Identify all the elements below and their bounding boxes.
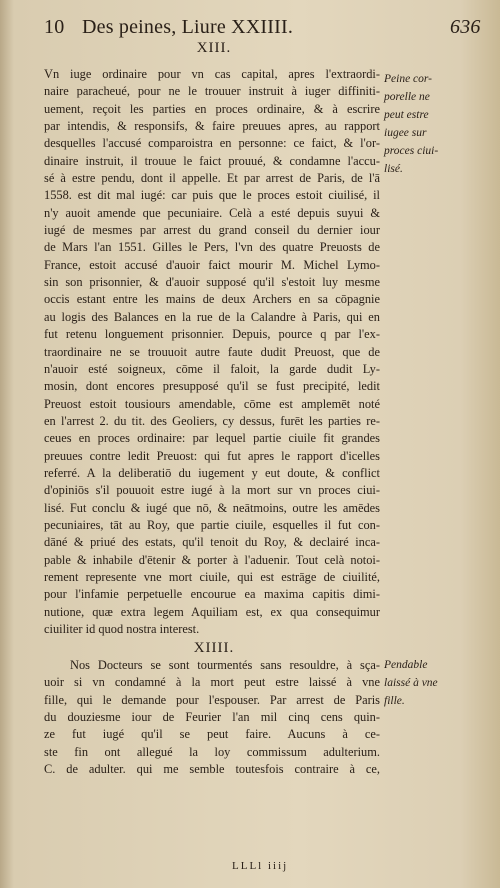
margin-note-line: porelle ne — [384, 91, 430, 103]
margin-note-pendable — [384, 656, 494, 710]
text-line: Nos Docteurs se sont tourmentés sans resouldre, à sça- — [70, 658, 380, 672]
folio-number: 636 — [450, 16, 481, 38]
margin-note-line: Pendable — [384, 659, 428, 671]
text-line: 1558. est dit mal iugé: car puis que le proces estoit ciuilisé, il — [44, 188, 380, 203]
text-line: en l'arrest 2. du tit. des Geoliers, cy dessus, furēt les parties re- — [44, 413, 380, 428]
text-line: dāné & priué des estats, qu'il tenoit du Roy, & declairé inca- — [44, 535, 380, 550]
text-line: preuues contre ledit Preuost: qui fut apres le rapport d'icelles — [44, 448, 380, 463]
text-line: sé à estre pendu, dont il appelle. Et par arrest de Paris, de l'ā — [44, 171, 380, 186]
text-line: ciuiliter id quod nostra interest. — [44, 622, 200, 636]
text-line: lisé. Fut conclu & iugé que nō, & neātmoins, outre les amēdes — [44, 500, 380, 515]
text-line: ceues en proces ordinaire: par lequel partie ciuile fit grandes — [44, 431, 380, 446]
text-line: sin son prisonnier, & d'auoir supposé qu'il s'estoit luy mesme — [44, 275, 380, 290]
text-line: Preuost estoit tousiours amendable, cōme est amplemēt noté — [44, 396, 380, 411]
section-heading-xiii: XIII. — [196, 40, 232, 56]
page-number: 10 — [44, 16, 65, 38]
text-line: n'auoir esté soigneux, cōme il faloit, la garde dudit Ly- — [44, 361, 380, 376]
text-line: nutione, quæ extra legem Aquiliam est, ex qua consequimur — [44, 604, 380, 619]
running-title: Des peines, Liure XXIIII. — [82, 16, 294, 38]
margin-note-line: laissé à vne — [384, 677, 438, 689]
text-line: iugé de mesmes par arrest du grand conseil du dernier iour — [44, 223, 380, 238]
section-xiii-text — [44, 66, 380, 638]
margin-note-line: lisé. — [384, 163, 403, 175]
margin-note-line: peut estre — [384, 109, 429, 121]
margin-note-line: proces ciui- — [384, 145, 439, 157]
text-line: n'y auoit amende que pecuniaire. Celà a esté depuis suyui & — [44, 205, 380, 220]
text-line: pable & inhabile d'ētenir & porter à l'aduenir. Tout celà notoi- — [44, 552, 380, 567]
section-xiiii-text — [44, 657, 380, 778]
text-line: rement represente vne mort ciuile, qui est estrāge de ciuilité, — [44, 569, 380, 584]
text-line: referré. A la deliberatiō du iugement y eut doute, & conflict — [44, 465, 380, 480]
text-line: par intendis, & responsifs, & faire preuues apres, au rapport — [44, 119, 380, 134]
text-line: traordinaire ne se trouuoit autre faute dudit Preuost, que de — [44, 344, 380, 359]
section-heading-xiiii: XIIII. — [193, 640, 235, 656]
signature-mark: LLLl iiij — [232, 860, 289, 872]
text-line: uoir si vn condamné à la mort peut estre laissé à vne — [44, 675, 380, 690]
text-line: pour l'infamie perpetuelle encourue ea maxima capitis dimi- — [44, 587, 380, 602]
margin-note-line: fille. — [384, 695, 405, 707]
margin-note-peine-corporelle — [384, 70, 494, 178]
text-line: desquelles l'accusé comparoistra en personne: ce faict, & l'or- — [44, 136, 380, 151]
margin-note-line: iugee sur — [384, 127, 427, 139]
text-line: fille, qui le demande pour l'espouser. Par arrest de Paris — [44, 692, 380, 707]
text-line: naire paracheué, pour ne le trouuer instruit à iuger diffiniti- — [44, 84, 380, 99]
text-line: du douziesme iour de Feurier l'an mil cinq cens quin- — [44, 710, 380, 725]
text-line: pecuniaires, tāt au Roy, que partie ciuile, esquelles il fut con- — [44, 517, 380, 532]
text-line: ze fut iugé qu'il se peut faire. Aucuns à ce- — [44, 727, 380, 742]
page-header — [44, 16, 484, 40]
text-line: France, estoit accusé d'auoir faict mourir M. Michel Lymo- — [44, 257, 380, 272]
text-line: uement, reçoit les parties en proces ordinaire, & à escrire — [44, 101, 380, 116]
text-line: C. de adulter. qui me semble toutesfois contraire à ce, — [44, 762, 380, 777]
text-line: Vn iuge ordinaire pour vn cas capital, apres l'extraordi- — [44, 67, 380, 81]
text-line: dinaire instruit, il trouue le faict prouué, & condamne l'accu- — [44, 153, 380, 168]
text-line: fut retenu longuement prisonnier. Depuis, pource q par l'ex- — [44, 327, 380, 342]
text-line: ste fin ont allegué la loy commissum adulterium. — [44, 744, 380, 759]
text-line: au logis des Balances en la rue de la Calandre à Paris, qui en — [44, 309, 380, 324]
margin-note-line: Peine cor- — [384, 73, 432, 85]
text-line: mosin, dont encores presupposé qu'il se fust precipité, ledit — [44, 379, 380, 394]
text-line: d'opiniōs s'il pouuoit estre iugé à la mort sur vn proces ciui- — [44, 483, 380, 498]
text-line: occis estant entre les mains de deux Archers en sa cōpagnie — [44, 292, 380, 307]
text-line: de Mars l'an 1551. Gilles le Pers, l'vn des quatre Preuosts de — [44, 240, 380, 255]
